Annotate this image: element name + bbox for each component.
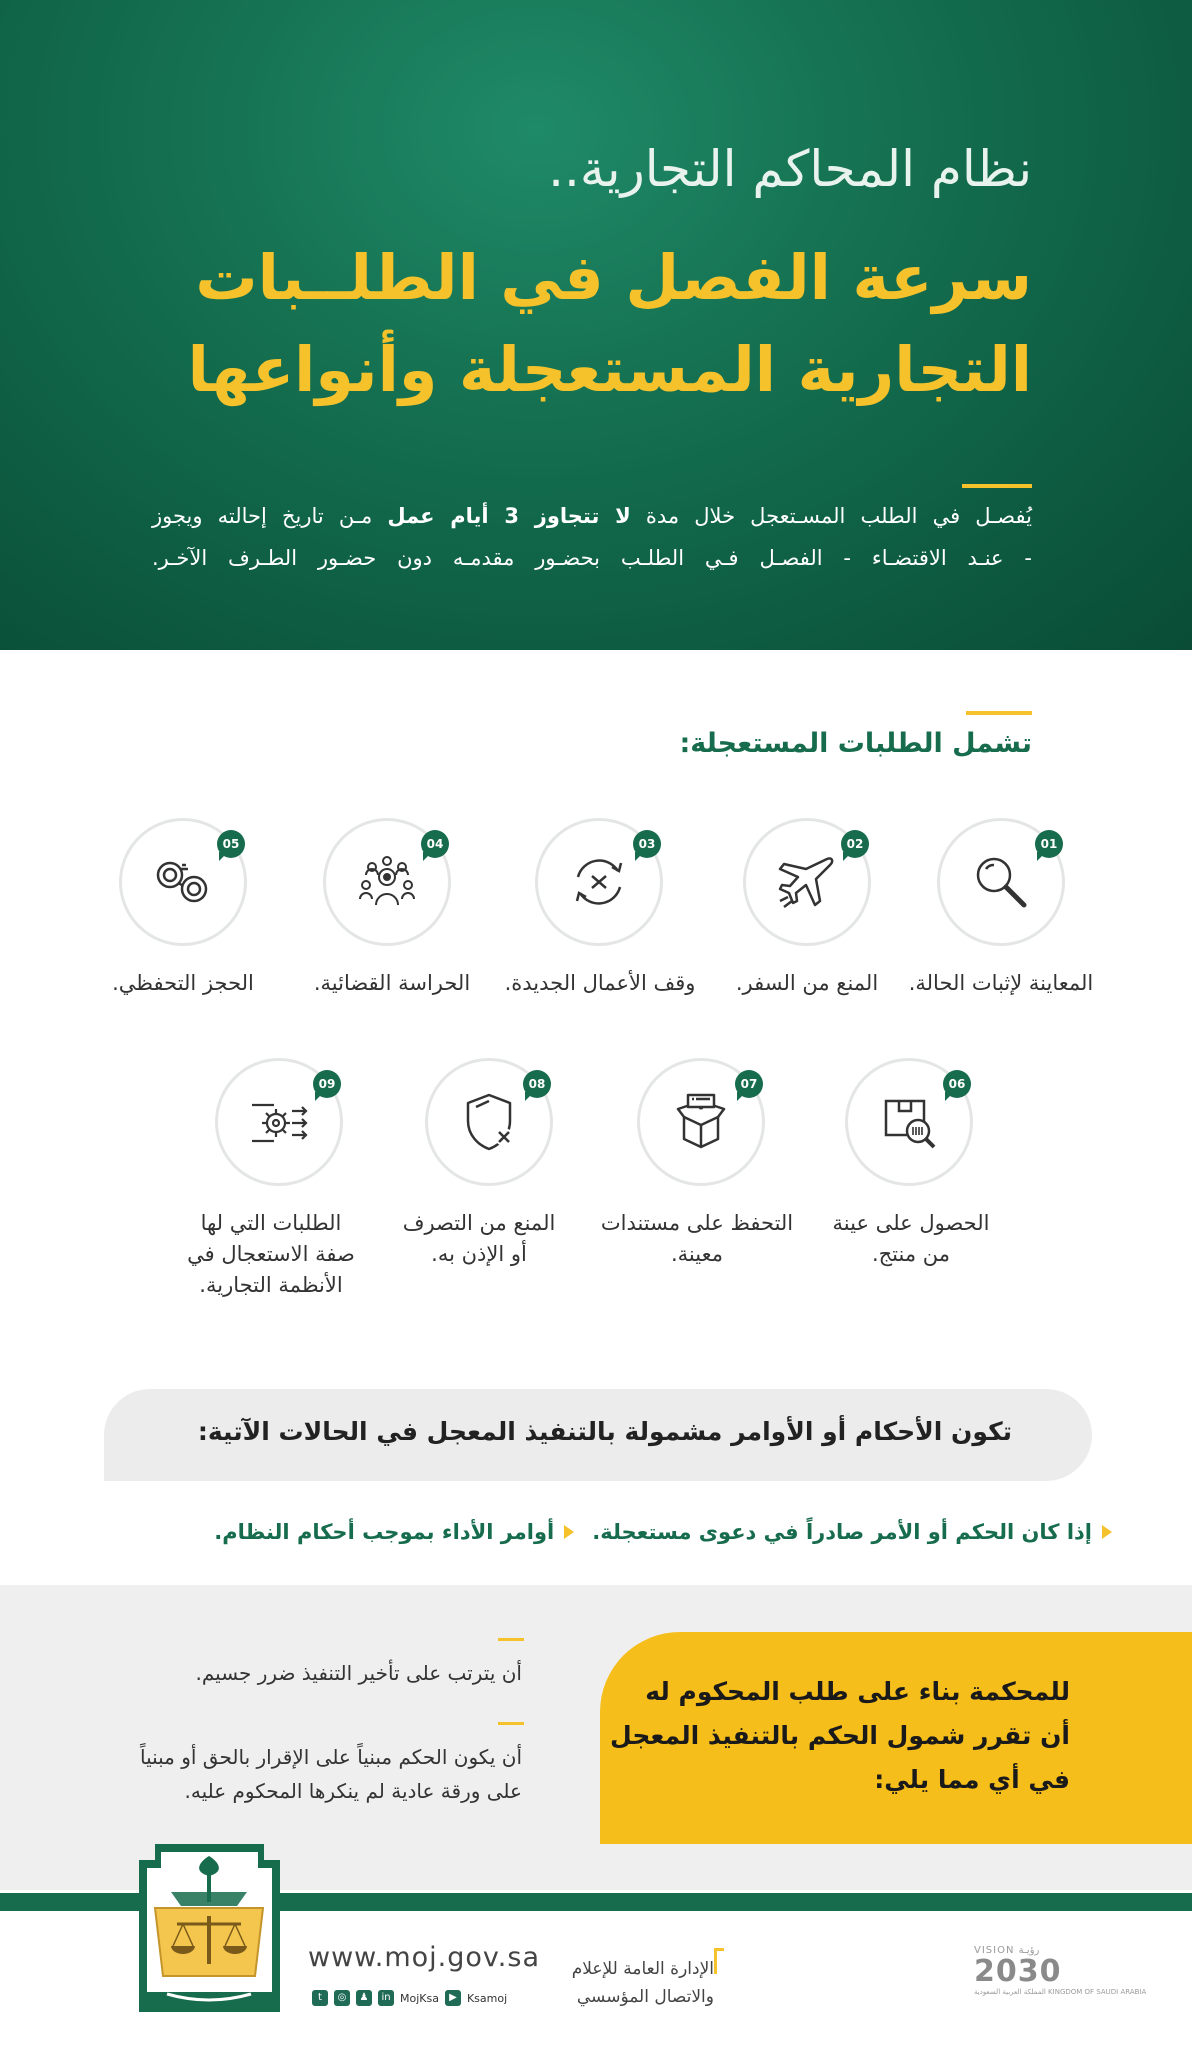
- desc-part1: يُفصـل في الطلب المسـتعجل خلال مدة: [630, 504, 1032, 528]
- dept-line1: الإدارة العامة للإعلام: [571, 1959, 714, 1979]
- vision-year: 2030: [974, 1954, 1062, 1989]
- condition-divider: [498, 1638, 524, 1641]
- handcuffs-icon: [148, 847, 218, 917]
- section-divider: [966, 711, 1032, 715]
- condition-divider: [498, 1722, 524, 1725]
- hero-header: [0, 0, 1192, 650]
- hero-subtitle: نظام المحاكم التجارية..: [548, 140, 1032, 198]
- vision-label: VISION رؤيـة: [974, 1945, 1040, 1956]
- airplane-icon: [772, 847, 842, 917]
- desc-line2: - عنـد الاقتضـاء - الفصـل فـي الطلـب بحضـور مقدمـه دون حضـور الطـرف الآخـر.: [152, 546, 1032, 570]
- item-label: الحصول على عينة من منتج.: [832, 1211, 990, 1266]
- banner-text: تكون الأحكام أو الأوامر مشمولة بالتنفيذ المعجل في الحالات الآتية:: [197, 1417, 1012, 1446]
- item-number-badge: 06: [943, 1070, 971, 1098]
- item-label: الحجز التحفظي.: [112, 971, 254, 995]
- item-number-badge: 08: [523, 1070, 551, 1098]
- case-text: أوامر الأداء بموجب أحكام النظام.: [214, 1520, 555, 1544]
- social-handle: MojKsa: [400, 1991, 439, 2005]
- people-group-icon: [352, 847, 422, 917]
- youtube-icon[interactable]: ▶: [445, 1990, 461, 2006]
- triangle-bullet-icon: [1102, 1525, 1112, 1539]
- execution-cases: [214, 1520, 1112, 1544]
- stop-cycle-icon: [564, 847, 634, 917]
- twitter-icon[interactable]: t: [312, 1990, 328, 2006]
- section-title: تشمل الطلبات المستعجلة:: [679, 728, 1032, 759]
- case-text: إذا كان الحكم أو الأمر صادراً في دعوى مستعجلة.: [592, 1520, 1092, 1544]
- dept-bracket: [714, 1948, 724, 1974]
- item-number-badge: 09: [313, 1070, 341, 1098]
- item-label: المنع من السفر.: [735, 971, 879, 995]
- social-links: [312, 1990, 507, 2006]
- item-label: الطلبات التي لها صفة الاستعجال في الأنظمة التجارية.: [187, 1211, 355, 1297]
- execution-banner: [104, 1389, 1092, 1481]
- department-name: [572, 1955, 714, 2011]
- product-box-icon: [874, 1087, 944, 1157]
- dept-line2: والاتصال المؤسسي: [576, 1987, 714, 2007]
- hero-divider: [962, 484, 1032, 488]
- item-number-badge: 04: [421, 830, 449, 858]
- case-item: [214, 1520, 574, 1544]
- triangle-bullet-icon: [564, 1525, 574, 1539]
- instagram-icon[interactable]: ◎: [334, 1990, 350, 2006]
- item-label: الحراسة القضائية.: [313, 971, 471, 995]
- website-url[interactable]: www.moj.gov.sa: [308, 1942, 540, 1973]
- item-number-badge: 01: [1035, 830, 1063, 858]
- social-handle: Ksamoj: [466, 1991, 508, 2005]
- item-label: وقف الأعمال الجديدة.: [504, 971, 696, 995]
- case-item: [592, 1520, 1112, 1544]
- snapchat-icon[interactable]: ♟: [356, 1990, 372, 2006]
- hero-title-line2: التجارية المستعجلة وأنواعها: [187, 333, 1032, 406]
- ministry-emblem-logo: [137, 1842, 282, 2014]
- hero-description: [152, 495, 1032, 579]
- desc-part2: مـن تاريخ إحالته ويجوز: [152, 504, 388, 528]
- condition-item: أن يكون الحكم مبنياً على الإقرار بالحق أو مبنياً على ورقة عادية لم ينكرها المحكوم عليه.: [139, 1745, 522, 1803]
- item-number-badge: 05: [217, 830, 245, 858]
- vision-kingdom: المملكة العربية السعودية KINGDOM OF SAUDI ARABIA: [974, 1988, 1147, 1996]
- hero-title-line1: سرعة الفصل في الطلــبات: [195, 241, 1032, 314]
- item-label: المنع من التصرف أو الإذن به.: [402, 1211, 556, 1266]
- open-box-icon: [666, 1087, 736, 1157]
- desc-bold: لا تتجاوز 3 أيام عمل: [387, 504, 631, 528]
- item-label: التحفظ على مستندات معينة.: [600, 1211, 794, 1266]
- hero-title: [188, 232, 1032, 416]
- item-number-badge: 02: [841, 830, 869, 858]
- shield-x-icon: [454, 1087, 524, 1157]
- item-label: المعاينة لإثبات الحالة.: [908, 971, 1094, 995]
- court-text: للمحكمة بناء على طلب المحكوم له أن تقرر شمول الحكم بالتنفيذ المعجل في أي مما يلي:: [610, 1677, 1070, 1794]
- item-number-badge: 03: [633, 830, 661, 858]
- vision-2030-logo: [974, 1945, 1146, 1996]
- condition-item: أن يترتب على تأخير التنفيذ ضرر جسيم.: [195, 1661, 522, 1685]
- item-number-badge: 07: [735, 1070, 763, 1098]
- gear-arrows-icon: [244, 1087, 314, 1157]
- magnifier-icon: [966, 847, 1036, 917]
- linkedin-icon[interactable]: in: [378, 1990, 394, 2006]
